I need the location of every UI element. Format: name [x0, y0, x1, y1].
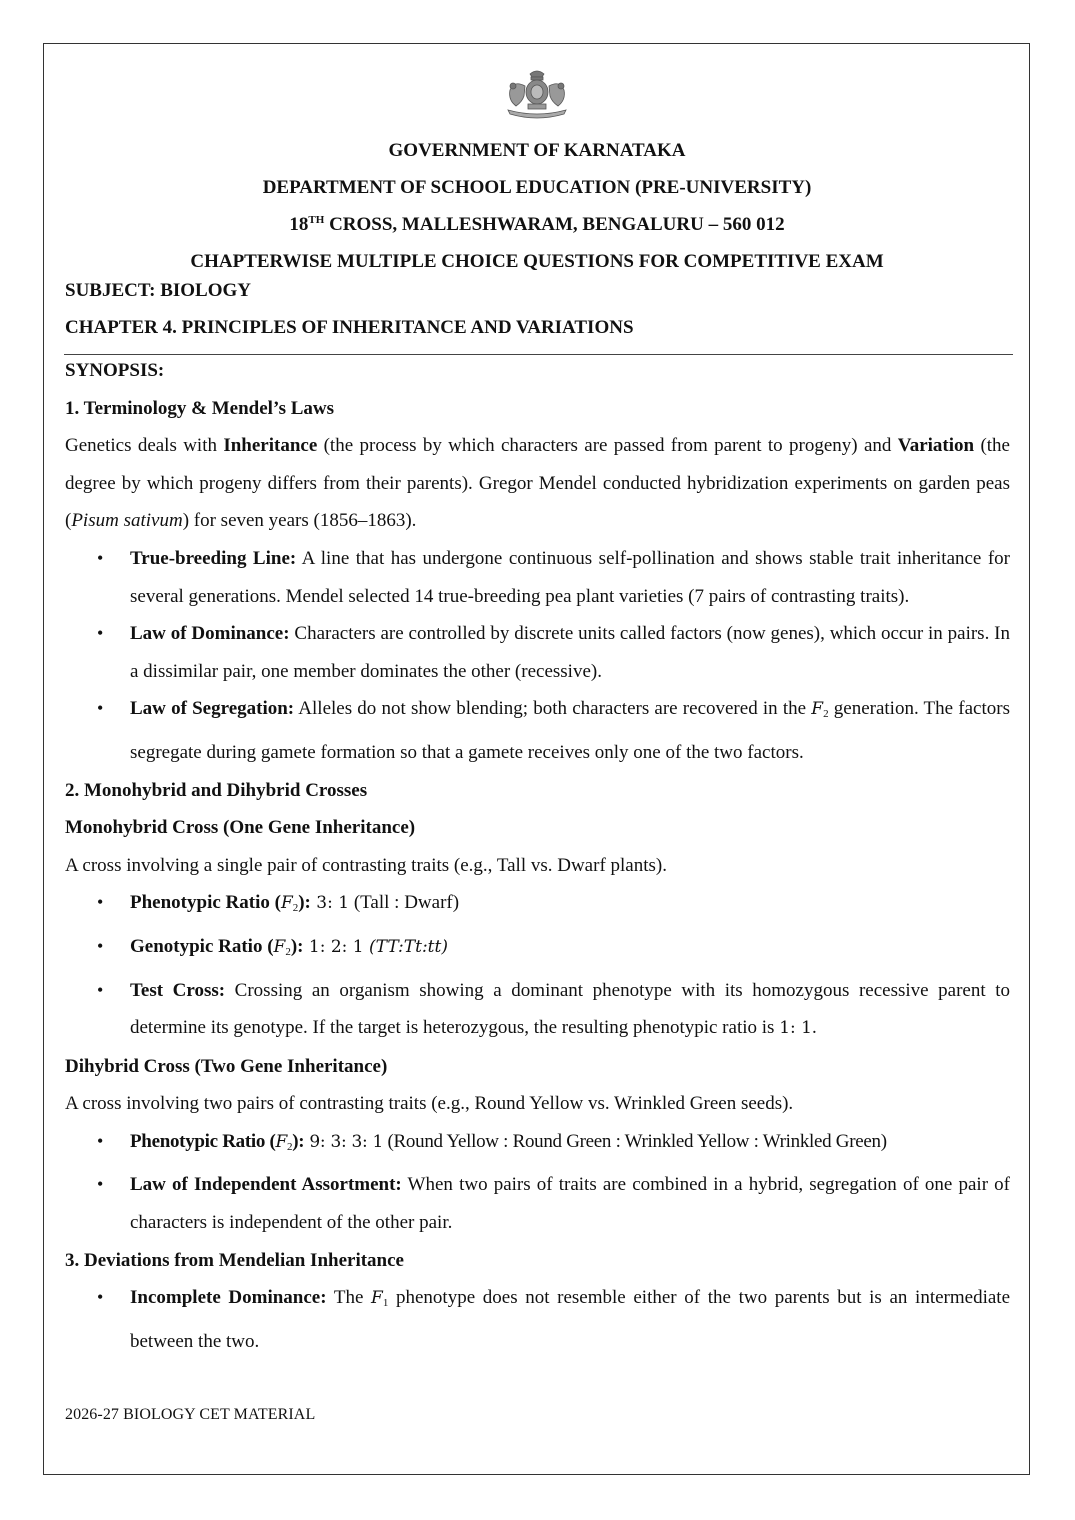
header-department: DEPARTMENT OF SCHOOL EDUCATION (PRE-UNIVERSITY) [262, 177, 812, 198]
document-header [64, 132, 1010, 280]
monohybrid-paragraph: A cross involving a single pair of contrasting traits (e.g., Tall vs. Dwarf plants). [65, 854, 667, 876]
page-footer: 2026-27 BIOLOGY CET MATERIAL [65, 1406, 316, 1423]
synopsis-heading: SYNOPSIS: [65, 360, 165, 381]
monohybrid-heading: Monohybrid Cross (One Gene Inheritance) [65, 817, 416, 839]
list-item-mono-genotypic-ratio: • Genotypic Ratio $(F_2)$: 1: 2: 1 (TT:Tt:tt) [65, 928, 1010, 972]
dihybrid-paragraph: A cross involving two pairs of contrasting traits (e.g., Round Yellow vs. Wrinkled Green seeds). [65, 1093, 794, 1115]
list-item-true-breeding: • True-breeding Line: A line that has undergone continuous self-pollination and shows stable trait inheritance for several generations. Mendel selected 14 true-breeding pea plant varieties (7 pairs of contrasting traits). [65, 540, 1010, 615]
karnataka-emblem-icon [504, 68, 570, 120]
list-item-law-of-segregation: • Law of Segregation: Alleles do not show blending; both characters are recovered in the $F_2$ generation. The factors segregate during gamete formation so that a gamete receives only one of the two factors. [65, 690, 1010, 771]
list-item-di-phenotypic-ratio: • Phenotypic Ratio $(F_2)$: 9: 3: 3: 1 (Round Yellow : Round Green : Wrinkled Yellow : Wrinkled Green) [65, 1123, 1010, 1167]
header-government: GOVERNMENT OF KARNATAKA [388, 140, 686, 161]
section-3-list [65, 1279, 1010, 1360]
section-1-paragraph: Genetics deals with Inheritance (the process by which characters are passed from parent to progeny) and Variation (the degree by which progeny differs from their parents). Gregor Mendel conducted hybridization experiments on garden peas (Pisum sativum) for seven years (1856–1863). [65, 435, 1010, 532]
monohybrid-list [65, 884, 1010, 1047]
synopsis-content [65, 352, 1010, 1360]
section-3-heading: 3. Deviations from Mendelian Inheritance [65, 1249, 404, 1271]
list-item-incomplete-dominance: • Incomplete Dominance: The $F_1$ phenotype does not resemble either of the two parents but is an intermediate between the two. [65, 1279, 1010, 1360]
list-item-independent-assortment: • Law of Independent Assortment: When two pairs of traits are combined in a hybrid, segregation of one pair of characters is independent of the other pair. [65, 1166, 1010, 1241]
header-title: CHAPTERWISE MULTIPLE CHOICE QUESTIONS FOR COMPETITIVE EXAM [190, 251, 884, 272]
dihybrid-list [65, 1123, 1010, 1242]
list-item-law-of-dominance: • Law of Dominance: Characters are controlled by discrete units called factors (now genes), which occur in pairs. In a dissimilar pair, one member dominates the other (recessive). [65, 615, 1010, 690]
section-1-list [65, 540, 1010, 772]
chapter-heading: CHAPTER 4. PRINCIPLES OF INHERITANCE AND VARIATIONS [65, 317, 634, 338]
section-1-heading: 1. Terminology & Mendel’s Laws [65, 397, 334, 419]
list-item-test-cross: • Test Cross: Crossing an organism showing a dominant phenotype with its homozygous recessive parent to determine its genotype. If the target is heterozygous, the resulting phenotypic ratio is 1: 1. [65, 972, 1010, 1048]
header-address: 18TH CROSS, MALLESHWARAM, BENGALURU – 560 012 [289, 214, 785, 235]
list-item-mono-phenotypic-ratio: • Phenotypic Ratio $(F_2)$: 3: 1 (Tall : Dwarf) [65, 884, 1010, 928]
subject-heading: SUBJECT: BIOLOGY [65, 280, 251, 301]
dihybrid-heading: Dihybrid Cross (Two Gene Inheritance) [65, 1055, 388, 1077]
section-2-heading: 2. Monohybrid and Dihybrid Crosses [65, 779, 368, 801]
